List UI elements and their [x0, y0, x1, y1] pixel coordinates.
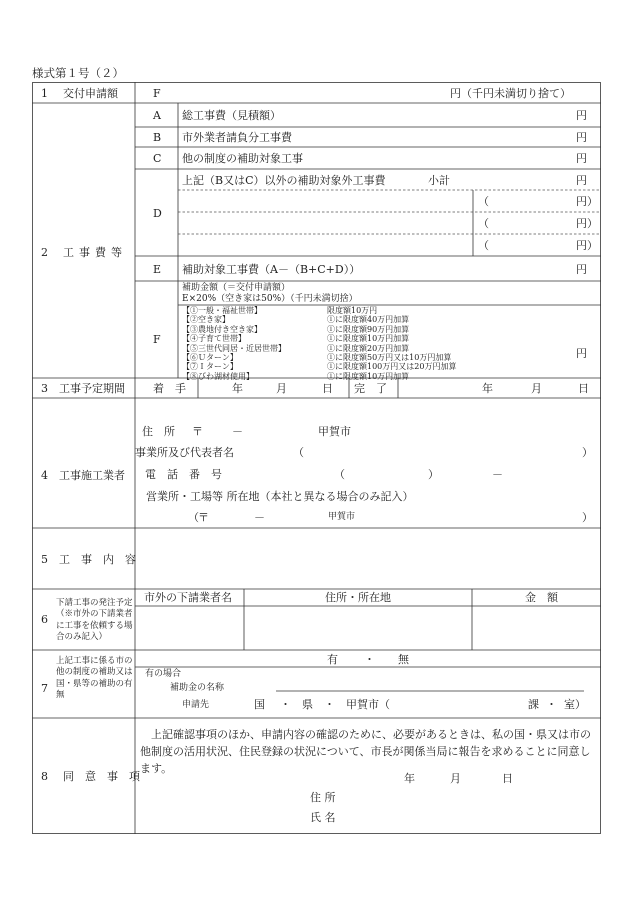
- row1-unit: 円（千円未満切り捨て）: [450, 87, 571, 100]
- row3-start-year: 年: [232, 382, 243, 395]
- row4-office-paren-open: （: [293, 446, 304, 459]
- row2-number: 2: [41, 246, 48, 259]
- row2b-unit: 円: [576, 131, 587, 144]
- row4-postal: 〒: [192, 425, 203, 438]
- row4-phone-label: 電 話 番 号: [145, 468, 222, 481]
- row7-if-yes: 有の場合: [145, 669, 182, 679]
- limit-item-name: 【②空き家】: [182, 315, 230, 325]
- row8-year: 年: [404, 772, 415, 785]
- row2d-paren-unit-2: 円）: [576, 217, 598, 230]
- row1-label: 交付申請額: [63, 87, 118, 100]
- limit-item-name: 【⑤三世代同居・近居世帯】: [182, 343, 286, 353]
- row3-start-month: 月: [276, 382, 287, 395]
- row8-day: 日: [502, 772, 513, 785]
- row2d-desc: 上記（B又はC）以外の補助対象外工事費: [182, 174, 386, 187]
- row8-month: 月: [450, 772, 461, 785]
- row6-col-amount: 金 額: [525, 591, 558, 604]
- row7-ka: 課: [528, 698, 539, 711]
- row8-address: 住 所: [310, 791, 336, 804]
- row2d-subtotal: 小計: [428, 174, 450, 187]
- limit-item-name: 【③農地付き空き家】: [182, 324, 262, 334]
- row4-label: 工事施工業者: [59, 469, 125, 482]
- row2d-unit: 円: [576, 174, 587, 187]
- row7-dot-3: ・: [546, 698, 557, 711]
- row4-branch-paren-close: ）: [582, 511, 593, 524]
- limit-item-name: 【⑧びわ湖材使用】: [182, 371, 254, 381]
- row2f-line2: E×20%（空き家は50%）（千円未満切捨）: [182, 294, 358, 304]
- application-form: [32, 82, 601, 834]
- limit-item-amount: ①に限度額50万円又は10万円加算: [327, 353, 452, 362]
- form-border: [33, 83, 601, 834]
- row7-pref: 県: [302, 698, 313, 711]
- row2e-desc: 補助対象工事費（A－（B+C+D））: [182, 263, 361, 276]
- row8-label: 同 意 事 項: [63, 770, 140, 783]
- row2d-paren-unit-1: 円）: [576, 195, 598, 208]
- row4-branch-postal: 〒: [198, 511, 209, 524]
- row4-number: 4: [41, 469, 48, 482]
- row7-yes: 有: [327, 653, 338, 666]
- limit-item-name: 【①一般・福祉世帯】: [182, 306, 262, 315]
- limit-item-amount: ①に限度額20万円加算: [327, 343, 410, 353]
- row7-dot-1: ・: [280, 698, 291, 711]
- row8-number: 8: [41, 770, 48, 783]
- row2a-unit: 円: [576, 109, 587, 122]
- row3-end-month: 月: [531, 382, 542, 395]
- limit-item-amount: ①に限度額90万円加算: [327, 324, 410, 334]
- row6-col-subcontractor: 市外の下請業者名: [144, 591, 232, 604]
- row4-phone-dash: －: [492, 468, 503, 481]
- row3-start-label: 着 手: [153, 382, 186, 395]
- row7-subsidy-name: 補助金の名称: [170, 683, 225, 693]
- row2f-unit: 円: [576, 347, 587, 360]
- row6-number: 6: [41, 613, 48, 626]
- limit-item-name: 【⑦Ｉターン】: [182, 362, 238, 372]
- row4-branch-dash: －: [254, 511, 265, 524]
- row4-office-paren-close: ）: [582, 446, 593, 459]
- row3-end-day: 日: [578, 382, 589, 395]
- row2d-paren-open-2: （: [478, 217, 489, 230]
- row8-consent-text: 上記確認事項のほか、申請内容の確認のために、必要があるときは、私の国・県又は市の他制度の活用状況、住民登録の状況について、市長が関係当局に報告を求めることに同意します。: [140, 728, 591, 776]
- row4-branch-city: 甲賀市: [328, 512, 356, 522]
- row4-branch-paren-open: （: [188, 511, 199, 524]
- row5-label: 工 事 内 容: [59, 553, 136, 566]
- row3-label: 工事予定期間: [59, 382, 125, 395]
- row5-number: 5: [41, 553, 48, 566]
- row3-number: 3: [41, 382, 48, 395]
- row2a-code: A: [153, 109, 161, 122]
- row7-country: 国: [254, 698, 265, 711]
- row2d-code: D: [153, 207, 162, 220]
- row2b-code: B: [153, 131, 162, 144]
- row2f-line1: 補助金額（＝交付申請額）: [182, 283, 291, 293]
- row4-phone-paren-close: ）: [428, 468, 439, 481]
- form-grid: [32, 82, 601, 834]
- row4-dash: －: [232, 425, 243, 438]
- form-title: 様式第１号（２）: [32, 66, 124, 80]
- limit-item-amount: ①に限度額40万円加算: [327, 315, 410, 325]
- row4-address-label: 住 所: [142, 425, 175, 438]
- row6-col-address: 住所・所在地: [325, 591, 391, 604]
- limit-item-name: 【④子育て世帯】: [182, 334, 246, 344]
- row2e-code: E: [153, 263, 162, 276]
- row2b-desc: 市外業者請負分工事費: [182, 131, 292, 144]
- row2a-desc: 総工事費（見積額）: [182, 109, 281, 122]
- row7-applicant: 申請先: [182, 700, 210, 710]
- limit-item-amount: ①に限度額100万円又は20万円加算: [327, 362, 457, 372]
- row2d-paren-open-3: （: [478, 239, 489, 252]
- row6-label: 下請工事の発注予定（※市外の下請業者に工事を依頼する場合のみ記入）: [56, 598, 133, 643]
- row7-no: 無: [398, 653, 409, 666]
- limit-item-name: 【⑥Ｕターン】: [182, 353, 238, 362]
- row4-city: 甲賀市: [318, 425, 351, 438]
- row7-dot-2: ・: [324, 698, 335, 711]
- row4-phone-paren-open: （: [334, 468, 345, 481]
- row4-office-label: 事業所及び代表者名: [135, 446, 234, 459]
- row2e-unit: 円: [576, 263, 587, 276]
- row7-label: 上記工事に係る市の他の制度の補助又は国・県等の補助の有無: [56, 656, 133, 701]
- row2f-code: F: [153, 333, 161, 346]
- limit-item-amount: 限度額10万円: [327, 306, 378, 315]
- row8-name: 氏 名: [310, 811, 336, 824]
- row3-start-day: 日: [322, 382, 333, 395]
- row4-branch-label: 営業所・工場等 所在地（本社と異なる場合のみ記入）: [146, 490, 414, 503]
- limit-item-amount: ①に限度額10万円加算: [327, 371, 410, 381]
- row7-city: 甲賀市（: [346, 698, 390, 711]
- row3-end-year: 年: [482, 382, 493, 395]
- row2-label: 工事費等: [63, 246, 127, 259]
- row2c-desc: 他の制度の補助対象工事: [182, 152, 303, 165]
- row2c-unit: 円: [576, 152, 587, 165]
- limit-item-amount: ①に限度額10万円加算: [327, 334, 410, 344]
- row2c-code: C: [153, 152, 162, 165]
- row1-code: F: [153, 87, 161, 100]
- row7-dot: ・: [364, 653, 375, 666]
- row1-number: 1: [41, 87, 48, 100]
- row2d-paren-open-1: （: [478, 195, 489, 208]
- row7-number: 7: [41, 682, 48, 695]
- row2d-paren-unit-3: 円）: [576, 239, 598, 252]
- row3-end-label: 完 了: [354, 382, 387, 395]
- row7-shitsu: 室）: [564, 698, 586, 711]
